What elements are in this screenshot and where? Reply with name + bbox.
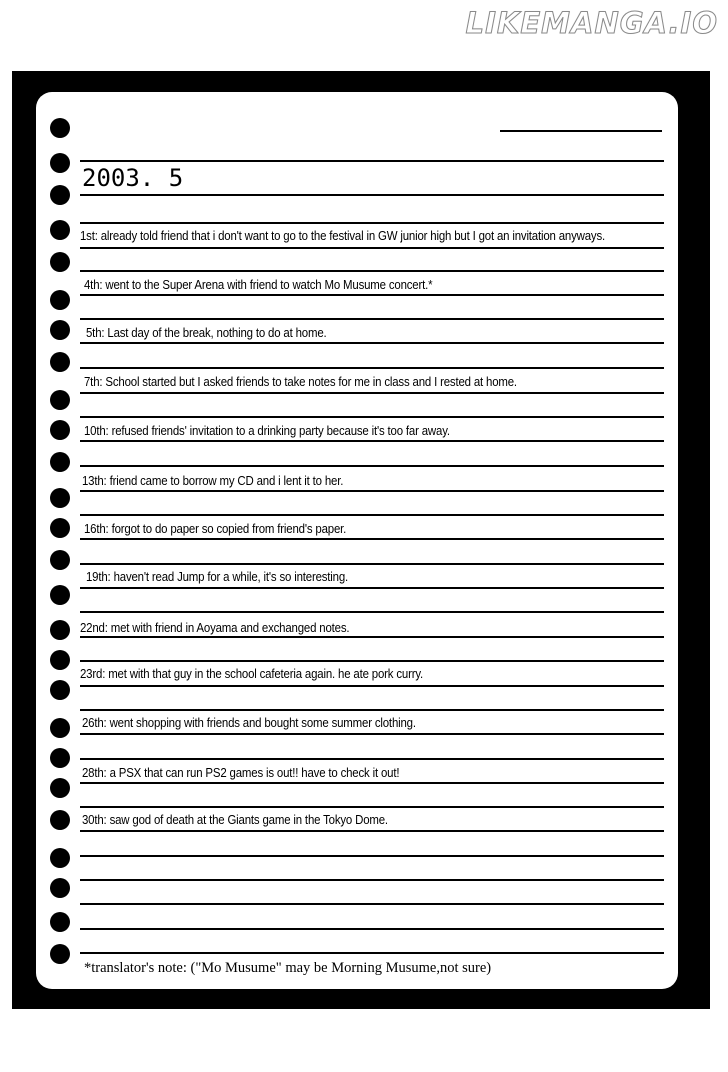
binder-hole: [50, 118, 70, 138]
binder-hole: [50, 650, 70, 670]
binder-hole: [50, 420, 70, 440]
ruled-line: [80, 709, 664, 711]
binder-hole: [50, 352, 70, 372]
date-heading: 2003. 5: [82, 164, 184, 192]
ruled-line: [80, 611, 664, 613]
binder-hole: [50, 185, 70, 205]
translator-note: *translator's note: ("Mo Musume" may be Morning Musume,not sure): [84, 960, 492, 976]
binder-hole: [50, 518, 70, 538]
ruled-line: [80, 538, 664, 540]
ruled-line: [80, 830, 664, 832]
ruled-line: [80, 903, 664, 905]
ruled-line: [80, 342, 664, 344]
ruled-line: [80, 270, 664, 272]
ruled-line: [80, 782, 664, 784]
binder-hole: [50, 550, 70, 570]
ruled-line: [80, 733, 664, 735]
ruled-line: [80, 247, 664, 249]
diary-entry-13th: 13th: friend came to borrow my CD and i lent it to her.: [82, 473, 344, 488]
ruled-line: [80, 318, 664, 320]
binder-hole: [50, 220, 70, 240]
diary-entry-16th: 16th: forgot to do paper so copied from friend's paper.: [84, 521, 347, 536]
diary-entry-1st: 1st: already told friend that i don't want to go to the festival in GW junior high but I got an invitation anyways.: [80, 228, 606, 243]
ruled-line: [80, 294, 664, 296]
ruled-line: [80, 416, 664, 418]
binder-hole: [50, 153, 70, 173]
ruled-line: [80, 952, 664, 954]
diary-entry-23rd: 23rd: met with that guy in the school cafeteria again. he ate pork curry.: [80, 666, 424, 681]
diary-entry-5th: 5th: Last day of the break, nothing to do at home.: [86, 325, 327, 340]
diary-entry-7th: 7th: School started but I asked friends to take notes for me in class and I rested at home.: [84, 374, 517, 389]
diary-entry-30th: 30th: saw god of death at the Giants game in the Tokyo Dome.: [82, 812, 388, 827]
ruled-line: [80, 222, 664, 224]
ruled-line: [80, 440, 664, 442]
binder-hole: [50, 252, 70, 272]
binder-hole: [50, 620, 70, 640]
ruled-line: [80, 855, 664, 857]
ruled-line: [80, 879, 664, 881]
binder-hole: [50, 848, 70, 868]
ruled-line: [80, 392, 664, 394]
ruled-line: [80, 514, 664, 516]
binder-hole: [50, 390, 70, 410]
binder-hole: [50, 810, 70, 830]
ruled-line: [80, 194, 664, 196]
ruled-line: [80, 806, 664, 808]
binder-hole: [50, 452, 70, 472]
diary-entry-22nd: 22nd: met with friend in Aoyama and exchanged notes.: [80, 620, 350, 635]
ruled-line: [80, 367, 664, 369]
ruled-line: [80, 563, 664, 565]
ruled-line: [80, 636, 664, 638]
binder-hole: [50, 585, 70, 605]
diary-entry-26th: 26th: went shopping with friends and bought some summer clothing.: [82, 715, 416, 730]
binder-hole: [50, 778, 70, 798]
ruled-line: [500, 130, 662, 132]
binder-hole: [50, 320, 70, 340]
site-watermark: LIKEMANGA.IO: [465, 6, 718, 40]
diary-entry-4th: 4th: went to the Super Arena with friend to watch Mo Musume concert.*: [84, 277, 433, 292]
ruled-line: [80, 160, 664, 162]
diary-entry-19th: 19th: haven't read Jump for a while, it's so interesting.: [86, 569, 349, 584]
diary-entry-10th: 10th: refused friends' invitation to a drinking party because it's too far away.: [84, 423, 450, 438]
binder-hole: [50, 718, 70, 738]
binder-hole: [50, 488, 70, 508]
ruled-line: [80, 685, 664, 687]
ruled-line: [80, 465, 664, 467]
binder-hole: [50, 748, 70, 768]
binder-hole: [50, 944, 70, 964]
ruled-line: [80, 660, 664, 662]
ruled-line: [80, 928, 664, 930]
diary-entry-28th: 28th: a PSX that can run PS2 games is out!! have to check it out!: [82, 765, 400, 780]
binder-hole: [50, 912, 70, 932]
binder-hole: [50, 290, 70, 310]
binder-hole: [50, 878, 70, 898]
ruled-line: [80, 587, 664, 589]
binder-hole: [50, 680, 70, 700]
ruled-line: [80, 490, 664, 492]
ruled-line: [80, 758, 664, 760]
